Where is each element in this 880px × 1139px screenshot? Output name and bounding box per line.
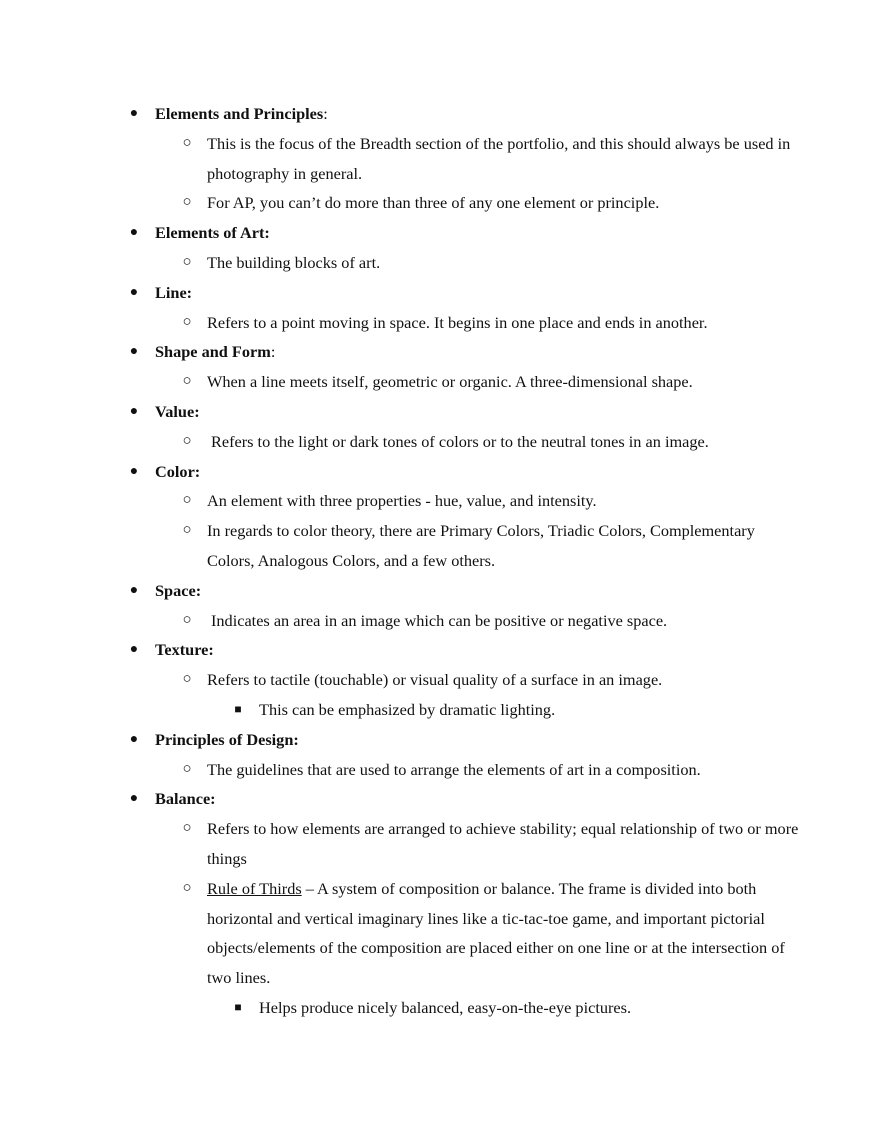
bullet-icon: ● bbox=[129, 284, 139, 300]
circle-bullet-icon: ○ bbox=[182, 760, 192, 777]
heading-value: Value: bbox=[155, 401, 200, 421]
circle-bullet-icon: ○ bbox=[182, 432, 192, 449]
heading-balance: Balance: bbox=[155, 789, 216, 809]
circle-bullet-icon: ○ bbox=[182, 522, 192, 539]
bullet-icon: ● bbox=[129, 642, 139, 658]
item-text: Refers to how elements are arranged to achieve stability; equal relationship of two or more bbox=[207, 819, 799, 839]
item-text: Rule of Thirds – A system of composition or balance. The frame is divided into both bbox=[207, 878, 757, 898]
list-item bbox=[0, 606, 880, 636]
item-text: horizontal and vertical imaginary lines like a tic-tac-toe game, and important pictorial bbox=[207, 908, 765, 928]
heading-elements-principles: Elements and Principles: bbox=[155, 104, 328, 123]
list-item bbox=[0, 814, 880, 844]
item-text: This can be emphasized by dramatic lighting. bbox=[259, 699, 556, 719]
circle-bullet-icon: ○ bbox=[182, 492, 192, 509]
item-text: An element with three properties - hue, value, and intensity. bbox=[207, 491, 597, 511]
item-text: Refers to a point moving in space. It begins in one place and ends in another. bbox=[207, 312, 708, 332]
heading-space: Space: bbox=[155, 580, 202, 600]
item-text: Refers to tactile (touchable) or visual quality of a surface in an image. bbox=[207, 670, 663, 690]
item-text: In regards to color theory, there are Primary Colors, Triadic Colors, Complementary bbox=[207, 521, 755, 541]
square-bullet-icon: ■ bbox=[234, 999, 242, 1014]
bullet-icon: ● bbox=[129, 403, 139, 419]
list-item bbox=[0, 367, 880, 397]
heading-line: Line: bbox=[155, 282, 193, 302]
circle-bullet-icon: ○ bbox=[182, 134, 192, 151]
list-item-principles-of-design bbox=[0, 725, 880, 755]
list-item bbox=[0, 993, 880, 1023]
item-text: The building blocks of art. bbox=[207, 252, 381, 272]
list-item bbox=[0, 248, 880, 278]
item-text: Colors, Analogous Colors, and a few others. bbox=[207, 550, 496, 570]
item-text: Refers to the light or dark tones of colors or to the neutral tones in an image. bbox=[211, 431, 709, 451]
list-item-elements-of-art bbox=[0, 218, 880, 248]
list-item-texture bbox=[0, 635, 880, 665]
list-item-continuation bbox=[0, 904, 880, 934]
heading-color: Color: bbox=[155, 461, 201, 481]
circle-bullet-icon: ○ bbox=[182, 671, 192, 688]
item-text: For AP, you can’t do more than three of any one element or principle. bbox=[207, 193, 660, 213]
list-item-continuation bbox=[0, 933, 880, 963]
heading-texture: Texture: bbox=[155, 640, 214, 660]
document-page bbox=[0, 99, 880, 1023]
rule-of-thirds-term: Rule of Thirds bbox=[207, 878, 302, 898]
circle-bullet-icon: ○ bbox=[182, 313, 192, 330]
list-item bbox=[0, 665, 880, 695]
list-item-balance bbox=[0, 784, 880, 814]
circle-bullet-icon: ○ bbox=[182, 194, 192, 211]
list-item bbox=[0, 695, 880, 725]
list-item bbox=[0, 188, 880, 218]
bullet-icon: ● bbox=[129, 731, 139, 747]
bullet-icon: ● bbox=[129, 791, 139, 807]
circle-bullet-icon: ○ bbox=[182, 253, 192, 270]
item-text: two lines. bbox=[207, 968, 271, 988]
list-item bbox=[0, 427, 880, 457]
list-item bbox=[0, 516, 880, 546]
item-text: When a line meets itself, geometric or organic. A three-dimensional shape. bbox=[207, 372, 693, 392]
list-item-space bbox=[0, 576, 880, 606]
list-item bbox=[0, 129, 880, 159]
heading-principles-of-design: Principles of Design: bbox=[155, 729, 299, 749]
item-text: This is the focus of the Breadth section of the portfolio, and this should always be used in bbox=[207, 133, 791, 153]
item-text: photography in general. bbox=[207, 163, 363, 183]
list-item-value bbox=[0, 397, 880, 427]
circle-bullet-icon: ○ bbox=[182, 879, 192, 896]
list-item bbox=[0, 308, 880, 338]
list-item bbox=[0, 755, 880, 785]
bullet-icon: ● bbox=[129, 582, 139, 598]
item-text: Helps produce nicely balanced, easy-on-the-eye pictures. bbox=[259, 997, 632, 1017]
item-text: The guidelines that are used to arrange the elements of art in a composition. bbox=[207, 759, 701, 779]
heading-shape-form: Shape and Form: bbox=[155, 342, 276, 362]
list-item bbox=[0, 874, 880, 904]
heading-elements-of-art: Elements of Art: bbox=[155, 223, 270, 243]
bullet-icon: ● bbox=[129, 106, 139, 121]
item-text: things bbox=[207, 848, 247, 868]
list-item-color bbox=[0, 457, 880, 487]
list-item-shape-form bbox=[0, 337, 880, 367]
list-item-line bbox=[0, 278, 880, 308]
circle-bullet-icon: ○ bbox=[182, 373, 192, 390]
list-item-continuation bbox=[0, 546, 880, 576]
square-bullet-icon: ■ bbox=[234, 701, 242, 716]
list-item-continuation bbox=[0, 844, 880, 874]
bullet-icon: ● bbox=[129, 225, 139, 241]
list-item-continuation bbox=[0, 963, 880, 993]
bullet-icon: ● bbox=[129, 463, 139, 479]
list-item-elements-principles bbox=[0, 99, 880, 129]
item-text: Indicates an area in an image which can be positive or negative space. bbox=[211, 610, 668, 630]
circle-bullet-icon: ○ bbox=[182, 820, 192, 837]
list-item-continuation bbox=[0, 159, 880, 189]
list-item bbox=[0, 486, 880, 516]
item-text: objects/elements of the composition are placed either on one line or at the intersection of bbox=[207, 938, 785, 958]
bullet-icon: ● bbox=[129, 344, 139, 360]
circle-bullet-icon: ○ bbox=[182, 611, 192, 628]
